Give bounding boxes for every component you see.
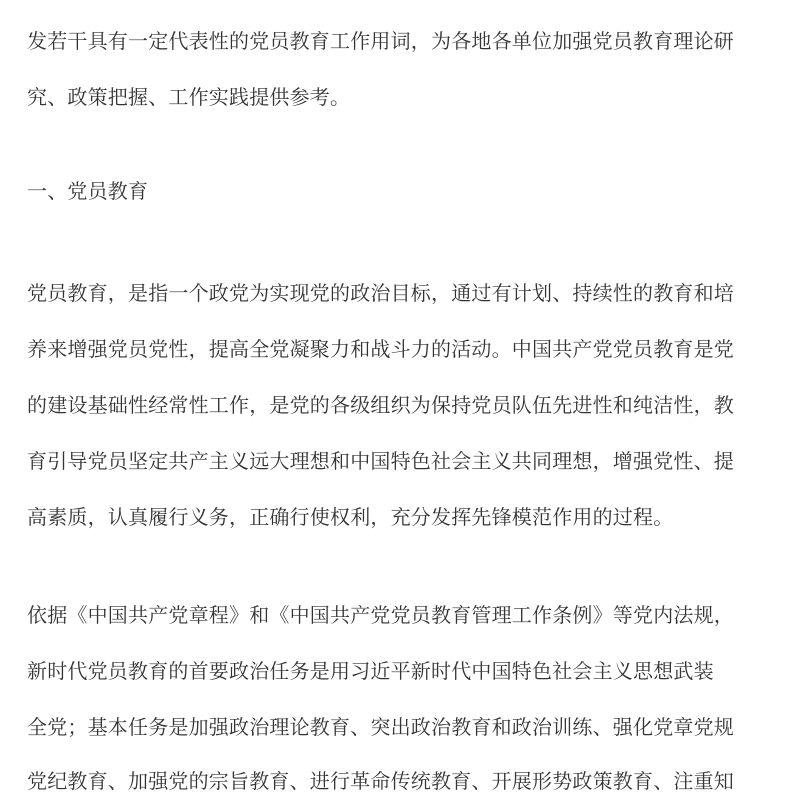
intro-line: 发若干具有一定代表性的党员教育工作用词，为各地各单位加强党员教育理论研 (27, 29, 734, 53)
intro-line: 究、政策把握、工作实践提供参考。 (27, 85, 351, 109)
paragraph-line: 新时代党员教育的首要政治任务是用习近平新时代中国特色社会主义思想武装 (27, 659, 714, 683)
paragraph-line: 党员教育，是指一个政党为实现党的政治目标，通过有计划、持续性的教育和培 (27, 281, 734, 305)
paragraph-line: 党纪教育、加强党的宗旨教育、进行革命传统教育、开展形势政策教育、注重知 (27, 769, 734, 793)
paragraph-line: 的建设基础性经常性工作，是党的各级组织为保持党员队伍先进性和纯洁性，教 (27, 393, 734, 417)
section-heading: 一、党员教育 (27, 179, 149, 203)
paragraph-line: 养来增强党员党性，提高全党凝聚力和战斗力的活动。中国共产党党员教育是党 (27, 337, 734, 361)
paragraph-line: 全党；基本任务是加强政治理论教育、突出政治教育和政治训练、强化党章党规 (27, 715, 734, 739)
paragraph-line: 育引导党员坚定共产主义远大理想和中国特色社会主义共同理想，增强党性、提 (27, 449, 734, 473)
paragraph-line: 高素质，认真履行义务，正确行使权利，充分发挥先锋模范作用的过程。 (27, 505, 674, 529)
paragraph-line: 依据《中国共产党章程》和《中国共产党党员教育管理工作条例》等党内法规， (27, 603, 734, 627)
